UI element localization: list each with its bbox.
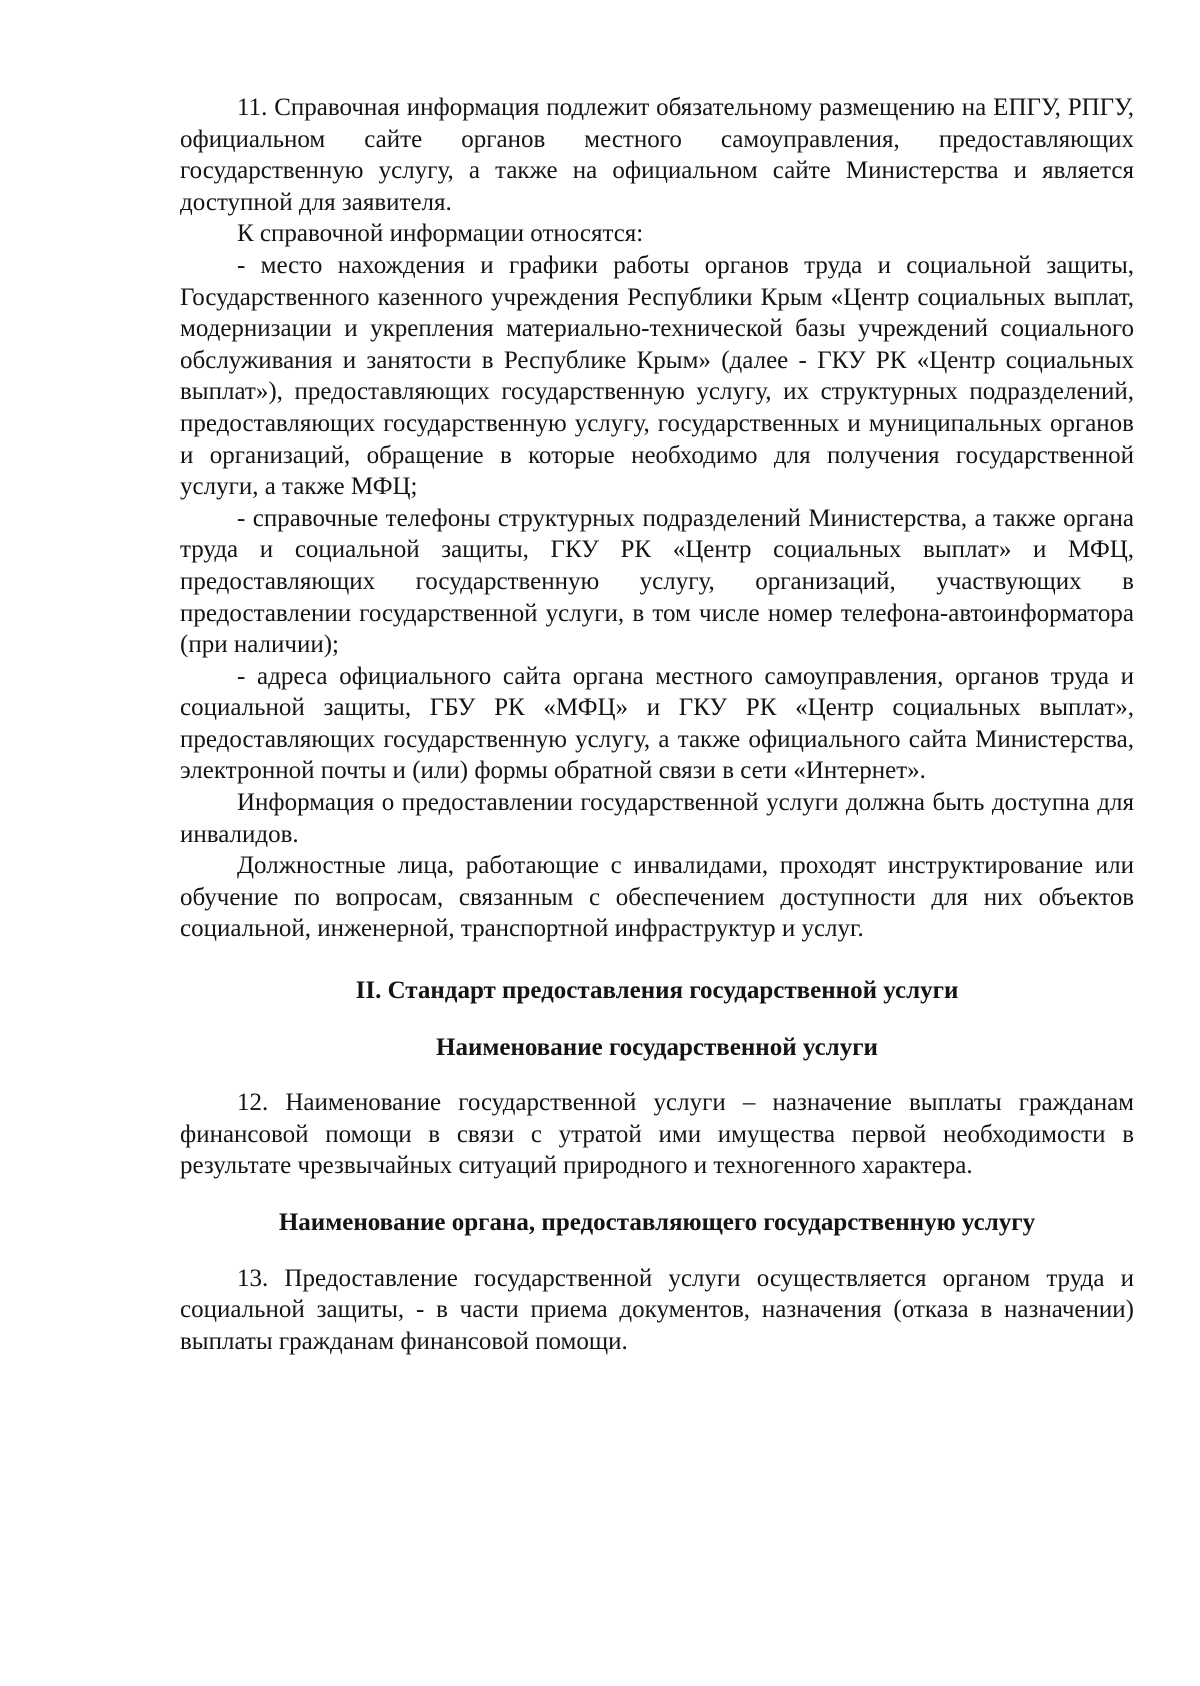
paragraph-officials: Должностные лица, работающие с инвалидами, проходят инструктирование или обучение по вопросам, связанным с обеспечением доступности для них объектов социальной, инженерной, транспортной инфраструктур и услуг.: [180, 852, 1134, 943]
paragraph-13: 13. Предоставление государственной услуги осуществляется органом труда и социальной защиты, - в части приема документов, назначения (отказа в назначении) выплаты гражданам финансовой помощи.: [180, 1264, 1134, 1355]
paragraph-12: 12. Наименование государственной услуги – назначение выплаты гражданам финансовой помощи в связи с утратой ими имущества первой необходимости в результате чрезвычайных ситуаций природного и техногенного характера.: [180, 1089, 1134, 1180]
document-page: [180, 92, 1134, 1357]
subheading-authority: Наименование органа, предоставляющего государственную услугу: [278, 1209, 1036, 1236]
paragraph-phones: - справочные телефоны структурных подразделений Министерства, а также органа труда и социальной защиты, ГКУ РК «Центр социальных выплат» и МФЦ, предоставляющих государственную услугу, организаций, участвующих в предоставлении государственной услуги, в том числе номер телефона-автоинформатора (при наличии);: [180, 504, 1134, 659]
paragraph-locations: - место нахождения и графики работы органов труда и социальной защиты, Государственного казенного учреждения Республики Крым «Центр социальных выплат, модернизации и укрепления материально-технической базы учреждений социального обслуживания и занятости в Республике Крым» (далее - ГКУ РК «Центр социальных выплат»), предоставляющих государственную услугу, их структурных подразделений, предоставляющих государственную услугу, государственных и муниципальных органов и организаций, обращение в которые необходимо для получения государственной услуги, а также МФЦ;: [180, 251, 1134, 501]
subheading-service-name: Наименование государственной услуги: [436, 1033, 878, 1061]
paragraph-accessibility: Информация о предоставлении государственной услуги должна быть доступна для инвалидов.: [180, 789, 1134, 848]
section-heading: II. Стандарт предоставления государственной услуги: [355, 977, 959, 1005]
paragraph-reference-intro: К справочной информации относятся:: [237, 220, 644, 248]
paragraph-11: 11. Справочная информация подлежит обязательному размещению на ЕПГУ, РПГУ, официальном сайте органов местного самоуправления, предоставляющих государственную услугу, а также на официальном сайте Министерства и является доступной для заявителя.: [180, 94, 1134, 216]
paragraph-addresses: - адреса официального сайта органа местного самоуправления, органов труда и социальной защиты, ГБУ РК «МФЦ» и ГКУ РК «Центр социальных выплат», предоставляющих государственную услугу, а также официального сайта Министерства, электронной почты и (или) формы обратной связи в сети «Интернет».: [180, 662, 1134, 785]
